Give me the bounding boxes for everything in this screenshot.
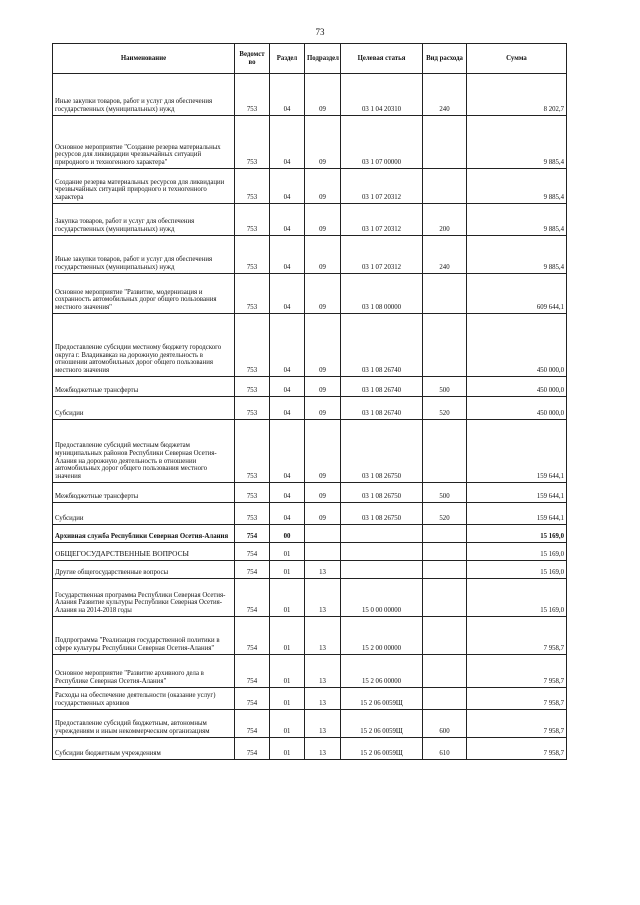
row-expense-type xyxy=(423,617,467,655)
row-expense-type: 500 xyxy=(423,483,467,503)
row-ved: 753 xyxy=(235,204,270,236)
row-expense-type xyxy=(423,561,467,579)
row-expense-type: 520 xyxy=(423,397,467,420)
row-expense-type xyxy=(423,543,467,561)
row-name: Создание резерва материальных ресурсов для ликвидации чрезвычайных ситуаций природного и техногенного характера xyxy=(53,169,235,204)
row-sum: 9 885,4 xyxy=(467,204,567,236)
row-ved: 753 xyxy=(235,314,270,377)
row-podrazdel: 09 xyxy=(305,236,341,274)
table-row xyxy=(53,397,567,420)
table-row xyxy=(53,236,567,274)
row-name: Закупка товаров, работ и услуг для обеспечения государственных (муниципальных) нужд xyxy=(53,204,235,236)
row-razdel: 01 xyxy=(270,617,305,655)
table-row xyxy=(53,204,567,236)
row-sum: 7 958,7 xyxy=(467,617,567,655)
table-row xyxy=(53,420,567,483)
table-row xyxy=(53,483,567,503)
row-ved: 753 xyxy=(235,483,270,503)
col-header-name: Наименование xyxy=(53,44,235,74)
row-ved: 754 xyxy=(235,543,270,561)
row-podrazdel: 09 xyxy=(305,169,341,204)
row-expense-type xyxy=(423,116,467,169)
row-name: Государственная программа Республики Северная Осетия-Алания Развитие культуры Республики Северная Осетия-Алания на 2014-2018 годы xyxy=(53,579,235,617)
table-row xyxy=(53,543,567,561)
row-name: Субсидии бюджетным учреждениям xyxy=(53,738,235,760)
table-row xyxy=(53,525,567,543)
row-ved: 753 xyxy=(235,74,270,116)
row-razdel: 04 xyxy=(270,420,305,483)
row-sum: 7 958,7 xyxy=(467,688,567,710)
row-razdel: 04 xyxy=(270,397,305,420)
row-razdel: 01 xyxy=(270,738,305,760)
page-number: 73 xyxy=(315,27,325,37)
row-razdel: 04 xyxy=(270,236,305,274)
row-name: Предоставление субсидий бюджетным, автономным учреждениям и иным некоммерческим организациям xyxy=(53,710,235,738)
row-razdel: 04 xyxy=(270,74,305,116)
row-sum: 9 885,4 xyxy=(467,116,567,169)
row-razdel: 01 xyxy=(270,579,305,617)
row-sum: 450 000,0 xyxy=(467,397,567,420)
row-ved: 753 xyxy=(235,169,270,204)
table-row xyxy=(53,710,567,738)
row-razdel: 00 xyxy=(270,525,305,543)
row-target-article: 15 2 06 0059Щ xyxy=(341,738,423,760)
row-ved: 753 xyxy=(235,274,270,314)
row-sum: 15 169,0 xyxy=(467,561,567,579)
col-header-sum: Сумма xyxy=(467,44,567,74)
row-expense-type xyxy=(423,169,467,204)
row-target-article: 03 1 08 26740 xyxy=(341,377,423,397)
row-target-article: 15 2 00 00000 xyxy=(341,617,423,655)
row-target-article: 03 1 08 26740 xyxy=(341,314,423,377)
table-row xyxy=(53,617,567,655)
row-sum: 9 885,4 xyxy=(467,236,567,274)
row-target-article: 15 0 00 00000 xyxy=(341,579,423,617)
table-row xyxy=(53,561,567,579)
row-target-article: 03 1 07 20312 xyxy=(341,204,423,236)
row-sum: 7 958,7 xyxy=(467,710,567,738)
row-sum: 159 644,1 xyxy=(467,503,567,525)
row-razdel: 04 xyxy=(270,483,305,503)
row-sum: 159 644,1 xyxy=(467,483,567,503)
row-target-article: 03 1 04 20310 xyxy=(341,74,423,116)
row-expense-type xyxy=(423,420,467,483)
row-expense-type xyxy=(423,274,467,314)
row-expense-type: 610 xyxy=(423,738,467,760)
row-sum: 15 169,0 xyxy=(467,579,567,617)
table-row xyxy=(53,116,567,169)
row-sum: 9 885,4 xyxy=(467,169,567,204)
row-expense-type xyxy=(423,314,467,377)
row-ved: 753 xyxy=(235,377,270,397)
row-expense-type xyxy=(423,525,467,543)
row-podrazdel xyxy=(305,525,341,543)
row-name: Подпрограмма "Реализация государственной политики в сфере культуры Республики Северная Осетия-Алания" xyxy=(53,617,235,655)
row-sum: 15 169,0 xyxy=(467,543,567,561)
row-name: Основное мероприятие "Развитие архивного дела в Республике Северная Осетия-Алания" xyxy=(53,655,235,688)
row-target-article: 03 1 08 26750 xyxy=(341,420,423,483)
row-ved: 754 xyxy=(235,525,270,543)
row-name: Основное мероприятие "Развитие, модернизация и сохранность автомобильных дорог общего пользования местного значения" xyxy=(53,274,235,314)
row-target-article: 03 1 08 26750 xyxy=(341,483,423,503)
row-expense-type: 240 xyxy=(423,74,467,116)
row-sum: 7 958,7 xyxy=(467,655,567,688)
row-name: Другие общегосударственные вопросы xyxy=(53,561,235,579)
row-expense-type: 520 xyxy=(423,503,467,525)
row-ved: 754 xyxy=(235,579,270,617)
col-header-podrazdel: Подраздел xyxy=(305,44,341,74)
budget-table xyxy=(52,43,567,760)
table-row xyxy=(53,74,567,116)
row-sum: 609 644,1 xyxy=(467,274,567,314)
row-podrazdel: 09 xyxy=(305,420,341,483)
row-podrazdel: 09 xyxy=(305,397,341,420)
table-row xyxy=(53,377,567,397)
row-razdel: 01 xyxy=(270,655,305,688)
row-podrazdel: 09 xyxy=(305,116,341,169)
row-expense-type xyxy=(423,655,467,688)
table-row xyxy=(53,655,567,688)
row-name: Предоставление субсидий местным бюджетам муниципальных районов Республики Северная Осетия-Алания на дорожную деятельность в отношении автомобильных дорог общего пользования местного значения xyxy=(53,420,235,483)
row-ved: 754 xyxy=(235,655,270,688)
row-sum: 450 000,0 xyxy=(467,377,567,397)
col-header-ved: Ведомст во xyxy=(235,44,270,74)
row-podrazdel: 13 xyxy=(305,561,341,579)
col-header-razdel: Раздел xyxy=(270,44,305,74)
row-target-article xyxy=(341,561,423,579)
row-podrazdel: 09 xyxy=(305,483,341,503)
row-expense-type xyxy=(423,579,467,617)
row-target-article: 15 2 06 0059Щ xyxy=(341,688,423,710)
row-expense-type: 240 xyxy=(423,236,467,274)
row-ved: 753 xyxy=(235,503,270,525)
row-podrazdel: 13 xyxy=(305,655,341,688)
row-name: Предоставление субсидии местному бюджету городского округа г. Владикавказ на дорожную деятельность в отношении автомобильных дорог общего пользования местного значения xyxy=(53,314,235,377)
row-name: Субсидии xyxy=(53,397,235,420)
row-razdel: 01 xyxy=(270,710,305,738)
row-podrazdel: 13 xyxy=(305,617,341,655)
row-sum: 15 169,0 xyxy=(467,525,567,543)
row-razdel: 04 xyxy=(270,503,305,525)
row-expense-type: 600 xyxy=(423,710,467,738)
row-ved: 753 xyxy=(235,397,270,420)
row-target-article: 03 1 08 26750 xyxy=(341,503,423,525)
row-target-article: 15 2 06 00000 xyxy=(341,655,423,688)
row-expense-type: 500 xyxy=(423,377,467,397)
row-podrazdel: 13 xyxy=(305,710,341,738)
row-razdel: 01 xyxy=(270,543,305,561)
row-podrazdel: 09 xyxy=(305,377,341,397)
row-podrazdel: 09 xyxy=(305,74,341,116)
row-podrazdel: 13 xyxy=(305,579,341,617)
row-ved: 754 xyxy=(235,738,270,760)
col-header-expense-type: Вид расхода xyxy=(423,44,467,74)
row-ved: 754 xyxy=(235,710,270,738)
row-target-article: 03 1 07 00000 xyxy=(341,116,423,169)
table-row xyxy=(53,688,567,710)
row-razdel: 01 xyxy=(270,561,305,579)
table-row xyxy=(53,579,567,617)
row-sum: 8 202,7 xyxy=(467,74,567,116)
row-podrazdel: 09 xyxy=(305,274,341,314)
row-razdel: 04 xyxy=(270,377,305,397)
row-target-article xyxy=(341,525,423,543)
row-podrazdel: 13 xyxy=(305,688,341,710)
row-name: Иные закупки товаров, работ и услуг для обеспечения государственных (муниципальных) нужд xyxy=(53,236,235,274)
col-header-target-article: Целевая статья xyxy=(341,44,423,74)
row-razdel: 04 xyxy=(270,204,305,236)
row-name: Основное мероприятие "Создание резерва материальных ресурсов для ликвидации чрезвычайных ситуаций природного и техногенного характера" xyxy=(53,116,235,169)
row-ved: 754 xyxy=(235,617,270,655)
row-target-article: 15 2 06 0059Щ xyxy=(341,710,423,738)
row-target-article: 03 1 07 20312 xyxy=(341,236,423,274)
row-name: Расходы на обеспечение деятельности (оказание услуг) государственных архивов xyxy=(53,688,235,710)
row-sum: 159 644,1 xyxy=(467,420,567,483)
row-target-article: 03 1 08 00000 xyxy=(341,274,423,314)
row-razdel: 04 xyxy=(270,274,305,314)
table-row xyxy=(53,503,567,525)
row-name: Иные закупки товаров, работ и услуг для обеспечения государственных (муниципальных) нужд xyxy=(53,74,235,116)
table-row xyxy=(53,738,567,760)
row-podrazdel: 09 xyxy=(305,314,341,377)
row-razdel: 01 xyxy=(270,688,305,710)
row-ved: 754 xyxy=(235,561,270,579)
row-name: Архивная служба Республики Северная Осетия-Алания xyxy=(53,525,235,543)
row-sum: 7 958,7 xyxy=(467,738,567,760)
row-target-article: 03 1 08 26740 xyxy=(341,397,423,420)
row-expense-type: 200 xyxy=(423,204,467,236)
table-row xyxy=(53,169,567,204)
row-name: Межбюджетные трансферты xyxy=(53,377,235,397)
row-name: ОБЩЕГОСУДАРСТВЕННЫЕ ВОПРОСЫ xyxy=(53,543,235,561)
row-podrazdel: 09 xyxy=(305,204,341,236)
row-ved: 753 xyxy=(235,116,270,169)
row-sum: 450 000,0 xyxy=(467,314,567,377)
row-ved: 753 xyxy=(235,236,270,274)
row-target-article: 03 1 07 20312 xyxy=(341,169,423,204)
row-name: Субсидии xyxy=(53,503,235,525)
row-podrazdel xyxy=(305,543,341,561)
row-ved: 754 xyxy=(235,688,270,710)
row-name: Межбюджетные трансферты xyxy=(53,483,235,503)
row-podrazdel: 13 xyxy=(305,738,341,760)
row-razdel: 04 xyxy=(270,314,305,377)
table-header xyxy=(53,44,567,74)
table-row xyxy=(53,314,567,377)
row-ved: 753 xyxy=(235,420,270,483)
row-razdel: 04 xyxy=(270,169,305,204)
row-expense-type xyxy=(423,688,467,710)
row-razdel: 04 xyxy=(270,116,305,169)
table-row xyxy=(53,274,567,314)
row-podrazdel: 09 xyxy=(305,503,341,525)
row-target-article xyxy=(341,543,423,561)
